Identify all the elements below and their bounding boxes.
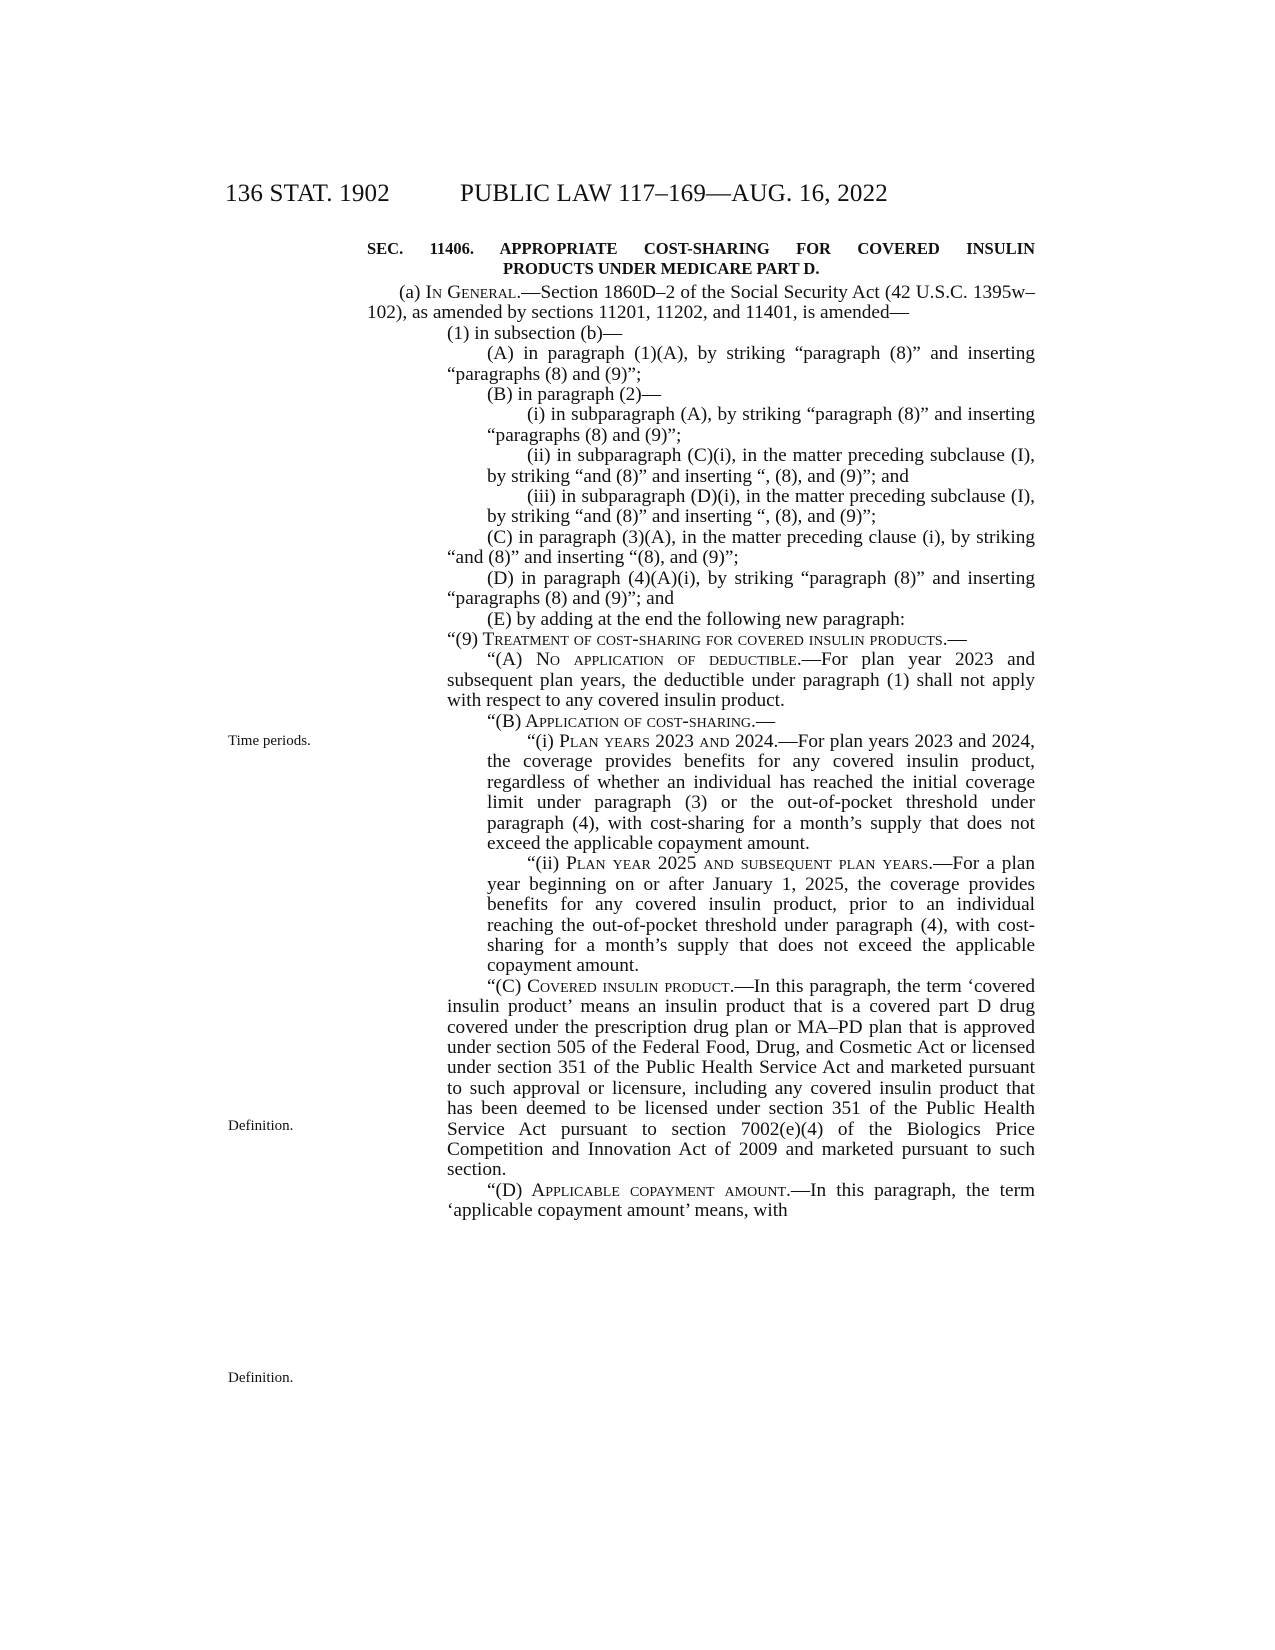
new-clause-B-ii: “(ii) Plan year 2025 and subsequent plan years.—For a plan year beginning on or after January 1, 2025, the coverage provides benefits for any covered insulin product, prior to an individual reaching the out-of-pocket threshold under paragraph (4), with cost-sharing for a month’s supply that does not exceed the applicable copayment amount. <box>487 853 1035 977</box>
clause-B-i: (i) in subparagraph (A), by striking “paragraph (8)” and inserting “paragraphs (8) and (9)”; <box>487 404 1035 446</box>
subparagraph-D: (D) in paragraph (4)(A)(i), by striking “paragraph (8)” and inserting “paragraphs (8) and (9)”; and <box>447 567 1035 610</box>
subparagraph-A: (A) in paragraph (1)(A), by striking “paragraph (8)” and inserting “paragraphs (8) and (9)”; <box>447 343 1035 385</box>
law-title: PUBLIC LAW 117–169—AUG. 16, 2022 <box>460 180 889 207</box>
new-clause-B-i: “(i) Plan years 2023 and 2024.—For plan years 2023 and 2024, the coverage provides benefits for any covered insulin product, regardless of whether an individual has reached the initial coverage limit under paragraph (3) or the out-of-pocket threshold under paragraph (4), with cost-sharing for a month’s supply that does not exceed the applicable copayment amount. <box>487 730 1035 854</box>
stat-reference: 136 STAT. 1902 <box>225 180 390 207</box>
margin-note-definition: Definition. <box>228 1118 294 1134</box>
paragraph-1: (1) in subsection (b)— <box>447 322 623 344</box>
new-subparagraph-D: “(D) Applicable copayment amount.—In this paragraph, the term ‘applicable copayment amount’ means, with <box>447 1179 1035 1222</box>
section-heading-line2: PRODUCTS UNDER MEDICARE PART D. <box>503 259 820 278</box>
subparagraph-C: (C) in paragraph (3)(A), in the matter preceding clause (i), by striking “and (8)” and inserting “(8), and (9)”; <box>447 526 1035 569</box>
clause-B-iii: (iii) in subparagraph (D)(i), in the matter preceding subclause (I), by striking “and (8)” and inserting “, (8), and (9)”; <box>487 486 1035 528</box>
statute-body <box>367 283 1035 1222</box>
new-subparagraph-C: “(C) Covered insulin product.—In this paragraph, the term ‘covered insulin product’ means an insulin product that is a covered part D drug covered under the prescription drug plan or MA–PD plan that is approved under section 505 of the Federal Food, Drug, and Cosmetic Act or licensed under section 351 of the Public Health Service Act and marketed pursuant to such approval or licensure, including any covered insulin product that has been deemed to be licensed under section 351 of the Public Health Service Act pursuant to section 7002(e)(4) of the Biologics Price Competition and Innovation Act of 2009 and marketed pursuant to such section. <box>447 975 1035 1181</box>
margin-note-time-periods: Time periods. <box>228 733 311 749</box>
new-subparagraph-B: “(B) Application of cost-sharing.— <box>487 710 776 732</box>
subsection-a: (a) In General.—Section 1860D–2 of the Social Security Act (42 U.S.C. 1395w–102), as amended by sections 11201, 11202, and 11401, is amended— <box>367 282 1035 324</box>
new-subparagraph-A: “(A) No application of deductible.—For plan year 2023 and subsequent plan years, the deductible under paragraph (1) shall not apply with respect to any covered insulin product. <box>447 649 1035 712</box>
clause-B-ii: (ii) in subparagraph (C)(i), in the matter preceding subclause (I), by striking “and (8)” and inserting “, (8), and (9)”; and <box>487 445 1035 487</box>
margin-note-definition: Definition. <box>228 1370 294 1386</box>
section-heading-line1: SEC. 11406. APPROPRIATE COST-SHARING FOR COVERED INSULIN <box>367 239 1035 258</box>
section-heading <box>367 239 1035 279</box>
subparagraph-B: (B) in paragraph (2)— <box>487 384 662 406</box>
subparagraph-E: (E) by adding at the end the following new paragraph: <box>487 608 906 630</box>
new-paragraph-9: “(9) Treatment of cost-sharing for covered insulin products.— <box>447 628 967 650</box>
